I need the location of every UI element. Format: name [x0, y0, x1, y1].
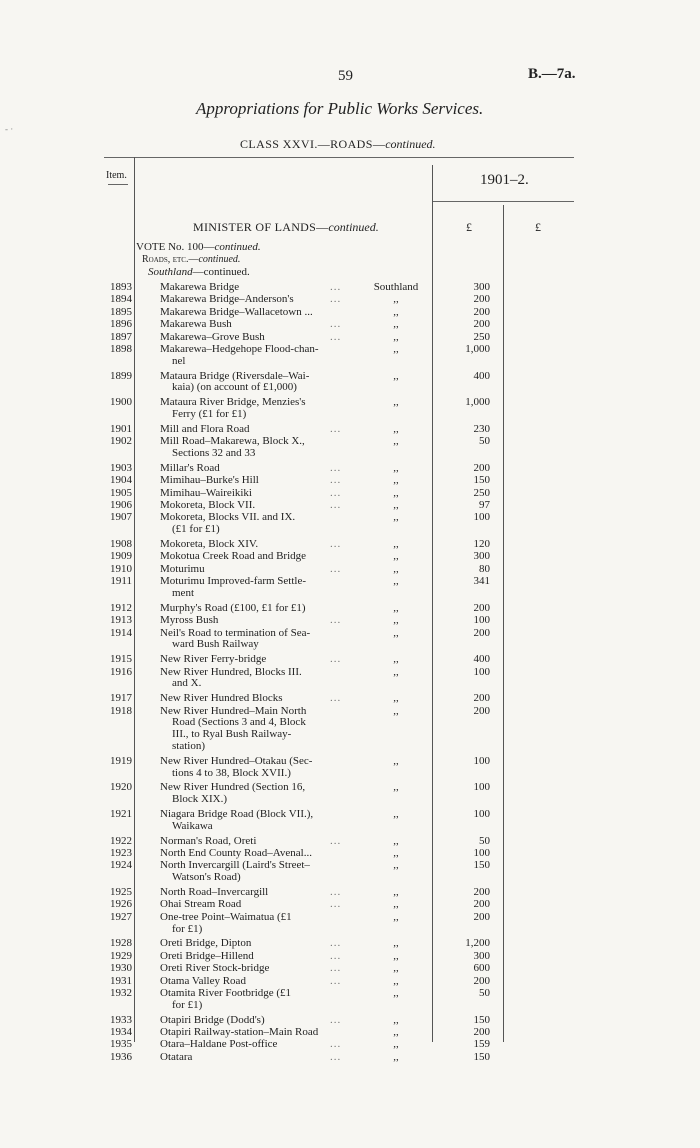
table-row — [0, 487, 700, 499]
leader-dots: ... — [330, 962, 342, 975]
item-number: 1906 — [110, 499, 132, 511]
item-amount: 200 — [473, 318, 490, 331]
item-description-continued: station) — [172, 739, 205, 752]
item-location: ,, — [393, 486, 399, 499]
item-location: ,, — [393, 601, 399, 614]
item-number: 1904 — [110, 474, 132, 487]
leader-dots: ... — [330, 1013, 342, 1026]
minister-heading-continued: continued. — [328, 220, 379, 234]
item-description: North End County Road–Avenal... — [160, 847, 312, 859]
item-location: ,, — [393, 330, 399, 343]
item-number: 1932 — [110, 987, 132, 999]
southland-heading-main: Southland — [148, 266, 193, 278]
item-number: 1919 — [110, 754, 132, 767]
table-row — [0, 614, 700, 626]
table-row — [0, 318, 700, 330]
item-description: Mokotua Creek Road and Bridge — [160, 550, 307, 563]
item-description-continued: tions 4 to 38, Block XVII.) — [172, 766, 291, 779]
item-number: 1930 — [110, 962, 132, 975]
leader-dots: ... — [330, 653, 342, 666]
item-location: ,, — [393, 692, 399, 705]
table-row — [0, 1051, 700, 1063]
leader-dots: ... — [330, 898, 342, 911]
item-amount: 100 — [473, 511, 490, 524]
item-number: 1909 — [110, 550, 132, 563]
item-number: 1910 — [110, 562, 132, 575]
item-location: ,, — [393, 614, 399, 627]
table-row — [0, 987, 700, 1011]
item-amount: 200 — [473, 305, 490, 318]
item-location: ,, — [393, 781, 399, 794]
item-description: Moturimu — [160, 562, 205, 575]
item-number: 1923 — [110, 847, 132, 859]
item-amount: 200 — [473, 898, 490, 911]
item-description-continued: for £1) — [172, 922, 203, 935]
item-description: North Invercargill (Laird's Street– — [160, 859, 310, 872]
item-number: 1924 — [110, 859, 132, 872]
leader-dots: ... — [330, 330, 342, 343]
table-row — [0, 343, 700, 367]
item-location: ,, — [393, 575, 399, 588]
item-description: New River Hundred (Section 16, — [160, 781, 306, 794]
item-amount: 159 — [473, 1038, 490, 1051]
item-location: ,, — [393, 538, 399, 550]
table-row — [0, 754, 700, 779]
item-description: Mimihau–Waireikiki — [160, 486, 252, 499]
leader-dots: ... — [330, 949, 342, 962]
table-row — [0, 704, 700, 752]
item-description: New River Hundred, Blocks III. — [160, 665, 302, 678]
item-description: Otapiri Railway-station–Main Road — [160, 1026, 319, 1038]
item-amount: 230 — [473, 422, 490, 435]
item-number: 1921 — [110, 808, 132, 820]
item-location: ,, — [393, 937, 399, 950]
table-row — [0, 910, 700, 935]
item-amount: 250 — [473, 486, 490, 499]
item-description: Niagara Bridge Road (Block VII.), — [160, 808, 314, 820]
item-amount: 97 — [479, 499, 490, 511]
item-number: 1925 — [110, 886, 132, 898]
table-row — [0, 550, 700, 562]
item-description: One-tree Point–Waimatua (£1 — [160, 910, 292, 923]
item-amount: 150 — [473, 474, 490, 487]
item-location: ,, — [393, 293, 399, 306]
item-location: ,, — [393, 859, 399, 872]
table-row — [0, 435, 700, 459]
item-number: 1908 — [110, 538, 132, 550]
item-amount: 200 — [473, 704, 490, 717]
margin-mark: - · — [5, 124, 14, 134]
item-amount: 80 — [479, 562, 490, 575]
item-description: Norman's Road, Oreti — [160, 834, 257, 847]
item-location: ,, — [393, 808, 399, 820]
item-description: Makarewa Bridge–Wallacetown ... — [160, 305, 313, 318]
item-location: ,, — [393, 834, 399, 847]
item-description-continued: Sections 32 and 33 — [172, 446, 256, 459]
item-number: 1928 — [110, 937, 132, 950]
item-description: New River Hundred–Otakau (Sec- — [160, 754, 313, 767]
table-row — [0, 462, 700, 474]
item-amount: 250 — [473, 330, 490, 343]
table-row — [0, 653, 700, 665]
item-amount: 200 — [473, 293, 490, 306]
table-row — [0, 575, 700, 599]
item-location: ,, — [393, 343, 399, 355]
item-description: Makarewa Bush — [160, 318, 232, 331]
item-amount: 150 — [473, 859, 490, 872]
item-location: ,, — [393, 910, 399, 923]
table-row — [0, 1026, 700, 1038]
item-amount: 200 — [473, 1026, 490, 1038]
table-row — [0, 396, 700, 420]
table-row — [0, 499, 700, 511]
item-amount: 200 — [473, 692, 490, 705]
class-heading-continued: continued. — [385, 137, 436, 151]
table-row — [0, 281, 700, 293]
item-description: Mimihau–Burke's Hill — [160, 474, 259, 487]
item-description-continued: ward Bush Railway — [172, 638, 259, 651]
item-description: New River Ferry-bridge — [160, 653, 267, 666]
item-location: ,, — [393, 626, 399, 639]
item-amount: 600 — [473, 962, 490, 975]
item-location: ,, — [393, 974, 399, 987]
item-description: Ohai Stream Road — [160, 898, 242, 911]
table-row — [0, 1038, 700, 1050]
item-amount: 50 — [479, 435, 490, 448]
item-description-continued: and X. — [172, 677, 202, 690]
item-description: Makarewa Bridge–Anderson's — [160, 293, 294, 306]
table-row — [0, 563, 700, 575]
item-description: Neil's Road to termination of Sea- — [160, 626, 311, 639]
item-number: 1898 — [110, 343, 132, 355]
item-description: Mokoreta, Blocks VII. and IX. — [160, 511, 296, 524]
item-amount: 50 — [479, 834, 490, 847]
table-row — [0, 331, 700, 343]
table-row — [0, 808, 700, 832]
leader-dots: ... — [330, 886, 342, 898]
item-description-continued: ment — [172, 586, 194, 599]
table-row — [0, 692, 700, 704]
item-description: Oreti Bridge–Hillend — [160, 949, 254, 962]
table-row — [0, 898, 700, 910]
item-description: Mataura Bridge (Riversdale–Wai- — [160, 369, 310, 382]
item-description: Mataura River Bridge, Menzies's — [160, 396, 306, 409]
item-location: ,, — [393, 461, 399, 474]
item-location: ,, — [393, 898, 399, 911]
item-location: ,, — [393, 653, 399, 666]
leader-dots: ... — [330, 562, 342, 575]
item-location: ,, — [393, 305, 399, 318]
item-number: 1933 — [110, 1013, 132, 1026]
item-number: 1915 — [110, 653, 132, 666]
leader-dots: ... — [330, 486, 342, 499]
item-number: 1903 — [110, 461, 132, 474]
item-number: 1916 — [110, 665, 132, 678]
item-description-continued: (£1 for £1) — [172, 523, 220, 536]
item-amount: 100 — [473, 754, 490, 767]
leader-dots: ... — [330, 461, 342, 474]
item-amount: 200 — [473, 886, 490, 898]
item-description: Oreti Bridge, Dipton — [160, 937, 252, 950]
table-row — [0, 859, 700, 884]
page-number: 59 — [338, 68, 353, 84]
table-row — [0, 293, 700, 305]
item-number: 1918 — [110, 704, 132, 717]
item-number: 1905 — [110, 486, 132, 499]
table-row — [0, 962, 700, 974]
item-description: Otama Valley Road — [160, 974, 246, 987]
item-number: 1912 — [110, 601, 132, 614]
roads-heading-continued: continued. — [198, 254, 241, 265]
class-heading-main: CLASS XXVI.—ROADS— — [240, 137, 386, 151]
table-row — [0, 886, 700, 898]
item-description-continued: kaia) (on account of £1,000) — [172, 381, 297, 394]
pound-column-1: £ — [466, 220, 472, 234]
vote-heading-main: VOTE No. 100— — [136, 241, 215, 253]
item-description: Mill and Flora Road — [160, 422, 250, 435]
item-description: Otara–Haldane Post-office — [160, 1038, 278, 1051]
item-amount: 200 — [473, 461, 490, 474]
item-location: ,, — [393, 562, 399, 575]
item-description: Otatara — [160, 1050, 193, 1063]
item-description: Mill Road–Makarewa, Block X., — [160, 435, 305, 448]
item-location: ,, — [393, 847, 399, 859]
item-description-continued: Watson's Road) — [172, 871, 241, 884]
item-description: Murphy's Road (£100, £1 for £1) — [160, 601, 306, 614]
item-number: 1894 — [110, 293, 132, 306]
item-location: ,, — [393, 1026, 399, 1038]
item-amount: 1,000 — [465, 343, 490, 355]
item-location: ,, — [393, 1050, 399, 1063]
item-location: ,, — [393, 704, 399, 717]
leader-dots: ... — [330, 538, 342, 550]
document-reference: B.—7a. — [528, 66, 576, 82]
item-location: ,, — [393, 949, 399, 962]
item-number: 1935 — [110, 1038, 132, 1051]
item-description: Otamita River Footbridge (£1 — [160, 987, 292, 999]
item-description: Makarewa Bridge — [160, 281, 240, 293]
item-amount: 300 — [473, 550, 490, 563]
item-description-continued: Ferry (£1 for £1) — [172, 407, 247, 420]
item-number: 1927 — [110, 910, 132, 923]
item-number: 1929 — [110, 949, 132, 962]
item-description: Mokoreta, Block VII. — [160, 499, 256, 511]
item-location: ,, — [393, 987, 399, 999]
page-title: Appropriations for Public Works Services. — [196, 99, 484, 118]
item-description-continued: Road (Sections 3 and 4, Block — [172, 716, 306, 729]
minister-heading-main: MINISTER OF LANDS— — [193, 220, 329, 234]
southland-heading-continued: —continued. — [192, 266, 250, 278]
item-number: 1895 — [110, 305, 132, 318]
item-description-continued: nel — [172, 354, 186, 367]
item-amount: 50 — [479, 987, 490, 999]
year-header: 1901–2. — [480, 172, 529, 188]
item-amount: 1,200 — [465, 937, 490, 950]
item-amount: 1,000 — [465, 396, 490, 409]
item-amount: 120 — [473, 538, 490, 550]
leader-dots: ... — [330, 937, 342, 950]
table-row — [0, 950, 700, 962]
item-description: Makarewa–Grove Bush — [160, 330, 265, 343]
item-location: ,, — [393, 435, 399, 448]
leader-dots: ... — [330, 499, 342, 511]
item-description: Makarewa–Hedgehope Flood-chan- — [160, 343, 319, 355]
item-number: 1907 — [110, 511, 132, 524]
table-row — [0, 781, 700, 806]
item-location: ,, — [393, 422, 399, 435]
leader-dots: ... — [330, 692, 342, 705]
item-number: 1901 — [110, 422, 132, 435]
item-location: ,, — [393, 396, 399, 409]
item-number: 1931 — [110, 974, 132, 987]
item-description: Moturimu Improved-farm Settle- — [160, 575, 307, 588]
leader-dots: ... — [330, 974, 342, 987]
item-description: North Road–Invercargill — [160, 886, 269, 898]
item-location: ,, — [393, 962, 399, 975]
item-location: ,, — [393, 499, 399, 511]
table-row — [0, 626, 700, 651]
item-amount: 200 — [473, 910, 490, 923]
item-amount: 150 — [473, 1013, 490, 1026]
item-amount: 150 — [473, 1050, 490, 1063]
table-row — [0, 665, 700, 690]
item-description: New River Hundred–Main North — [160, 704, 307, 717]
leader-dots: ... — [330, 422, 342, 435]
leader-dots: ... — [330, 318, 342, 331]
table-row — [0, 835, 700, 847]
item-location: ,, — [393, 369, 399, 382]
item-number: 1936 — [110, 1050, 132, 1063]
item-number: 1934 — [110, 1026, 132, 1038]
item-description: Myross Bush — [160, 614, 219, 627]
leader-dots: ... — [330, 281, 342, 293]
item-description: New River Hundred Blocks — [160, 692, 283, 705]
item-description-continued: Waikawa — [172, 819, 213, 832]
leader-dots: ... — [330, 614, 342, 627]
table-row — [0, 1014, 700, 1026]
item-number: 1911 — [110, 575, 132, 588]
item-location: ,, — [393, 474, 399, 487]
table-row — [0, 975, 700, 987]
item-amount: 100 — [473, 808, 490, 820]
item-number: 1899 — [110, 369, 132, 382]
item-location: ,, — [393, 886, 399, 898]
item-description: Millar's Road — [160, 461, 220, 474]
item-location: ,, — [393, 318, 399, 331]
table-row — [0, 538, 700, 550]
item-amount: 341 — [473, 575, 490, 588]
item-amount: 200 — [473, 601, 490, 614]
leader-dots: ... — [330, 1038, 342, 1051]
item-amount: 400 — [473, 653, 490, 666]
item-amount: 200 — [473, 974, 490, 987]
item-number: 1914 — [110, 626, 132, 639]
item-column-header: Item. — [106, 170, 127, 181]
table-row — [0, 423, 700, 435]
item-amount: 300 — [473, 281, 490, 293]
roads-heading-main: Roads, etc.— — [142, 254, 199, 265]
item-location: ,, — [393, 1013, 399, 1026]
table-row — [0, 847, 700, 859]
table-row — [0, 369, 700, 394]
item-number: 1896 — [110, 318, 132, 331]
item-description-continued: Block XIX.) — [172, 793, 227, 806]
item-description: Oreti River Stock-bridge — [160, 962, 270, 975]
item-amount: 100 — [473, 847, 490, 859]
table-row — [0, 306, 700, 318]
table-row — [0, 602, 700, 614]
item-number: 1920 — [110, 781, 132, 794]
item-location: ,, — [393, 665, 399, 678]
table-row — [0, 937, 700, 949]
item-number: 1922 — [110, 834, 132, 847]
item-number: 1913 — [110, 614, 132, 627]
item-amount: 300 — [473, 949, 490, 962]
table-row — [0, 474, 700, 486]
item-amount: 100 — [473, 665, 490, 678]
leader-dots: ... — [330, 293, 342, 306]
item-amount: 400 — [473, 369, 490, 382]
item-location: ,, — [393, 1038, 399, 1051]
item-location: Southland — [373, 281, 419, 293]
item-number: 1926 — [110, 898, 132, 911]
item-description: Mokoreta, Block XIV. — [160, 538, 259, 550]
item-description: Otapiri Bridge (Dodd's) — [160, 1013, 265, 1026]
leader-dots: ... — [330, 1050, 342, 1063]
leader-dots: ... — [330, 474, 342, 487]
item-number: 1917 — [110, 692, 132, 705]
item-number: 1900 — [110, 396, 132, 409]
table-row — [0, 511, 700, 536]
item-number: 1902 — [110, 435, 132, 448]
item-number: 1893 — [110, 281, 132, 293]
item-amount: 200 — [473, 626, 490, 639]
pound-column-2: £ — [535, 220, 541, 234]
item-location: ,, — [393, 550, 399, 563]
item-location: ,, — [393, 511, 399, 524]
vote-heading-continued: continued. — [214, 241, 261, 253]
leader-dots: ... — [330, 834, 342, 847]
item-location: ,, — [393, 754, 399, 767]
item-description-continued: III., to Ryal Bush Railway- — [172, 728, 292, 741]
item-description-continued: for £1) — [172, 998, 203, 1011]
item-amount: 100 — [473, 781, 490, 794]
item-amount: 100 — [473, 614, 490, 627]
item-number: 1897 — [110, 330, 132, 343]
